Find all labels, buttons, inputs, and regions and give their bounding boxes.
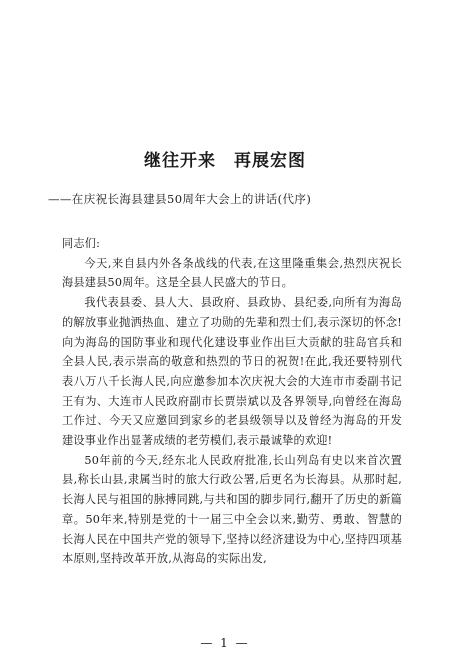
- paragraph-3: 50年前的今天,经东北人民政府批准,长山列岛有史以来首次置县,称长山县,隶属当时的旅大行政公署,后更名为长海县。从那时起,长海人民与祖国的脉搏同跳,与共和国的脚步同行,翻开了历史的新篇章。50年来,特别是党的十一届三中全会以来,勤劳、勇敢、智慧的长海人民在中国共产党的领导下,坚持以经济建设为中心,坚持四项基本原则,坚持改革开放,从海岛的实际出发,: [62, 453, 402, 566]
- body-text: [62, 234, 402, 569]
- paragraph-2: 我代表县委、县人大、县政府、县政协、县纪委,向所有为海岛的解放事业抛洒热血、建立了功勋的先辈和烈士们,表示深切的怀念!向为海岛的国防事业和现代化建设事业作出巨大贡献的驻岛官兵和全县人民,表示崇高的敬意和热烈的节日的祝贺!在此,我还要特别代表八万八千长海人民,向应邀参加本次庆祝大会的大连市市委副书记王有为、大连市人民政府副市长贾崇斌以及各界领导,向曾经在海岛工作过、今天又应邀回到家乡的老县级领导以及曾经为海岛的开发建设事业作出显著成绩的老劳模们,表示最诚挚的欢迎!: [62, 296, 402, 448]
- page-title: 继往开来 再展宏图: [144, 151, 306, 171]
- page-number: — 1 —: [200, 636, 250, 650]
- page-subtitle: ——在庆祝长海县建县50周年大会上的讲话(代序): [48, 192, 312, 206]
- salutation: 同志们:: [62, 237, 101, 250]
- paragraph-1: 今天,来自县内外各条战线的代表,在这里隆重集会,热烈庆祝长海县建县50周年。这是全县人民盛大的节日。: [62, 256, 402, 290]
